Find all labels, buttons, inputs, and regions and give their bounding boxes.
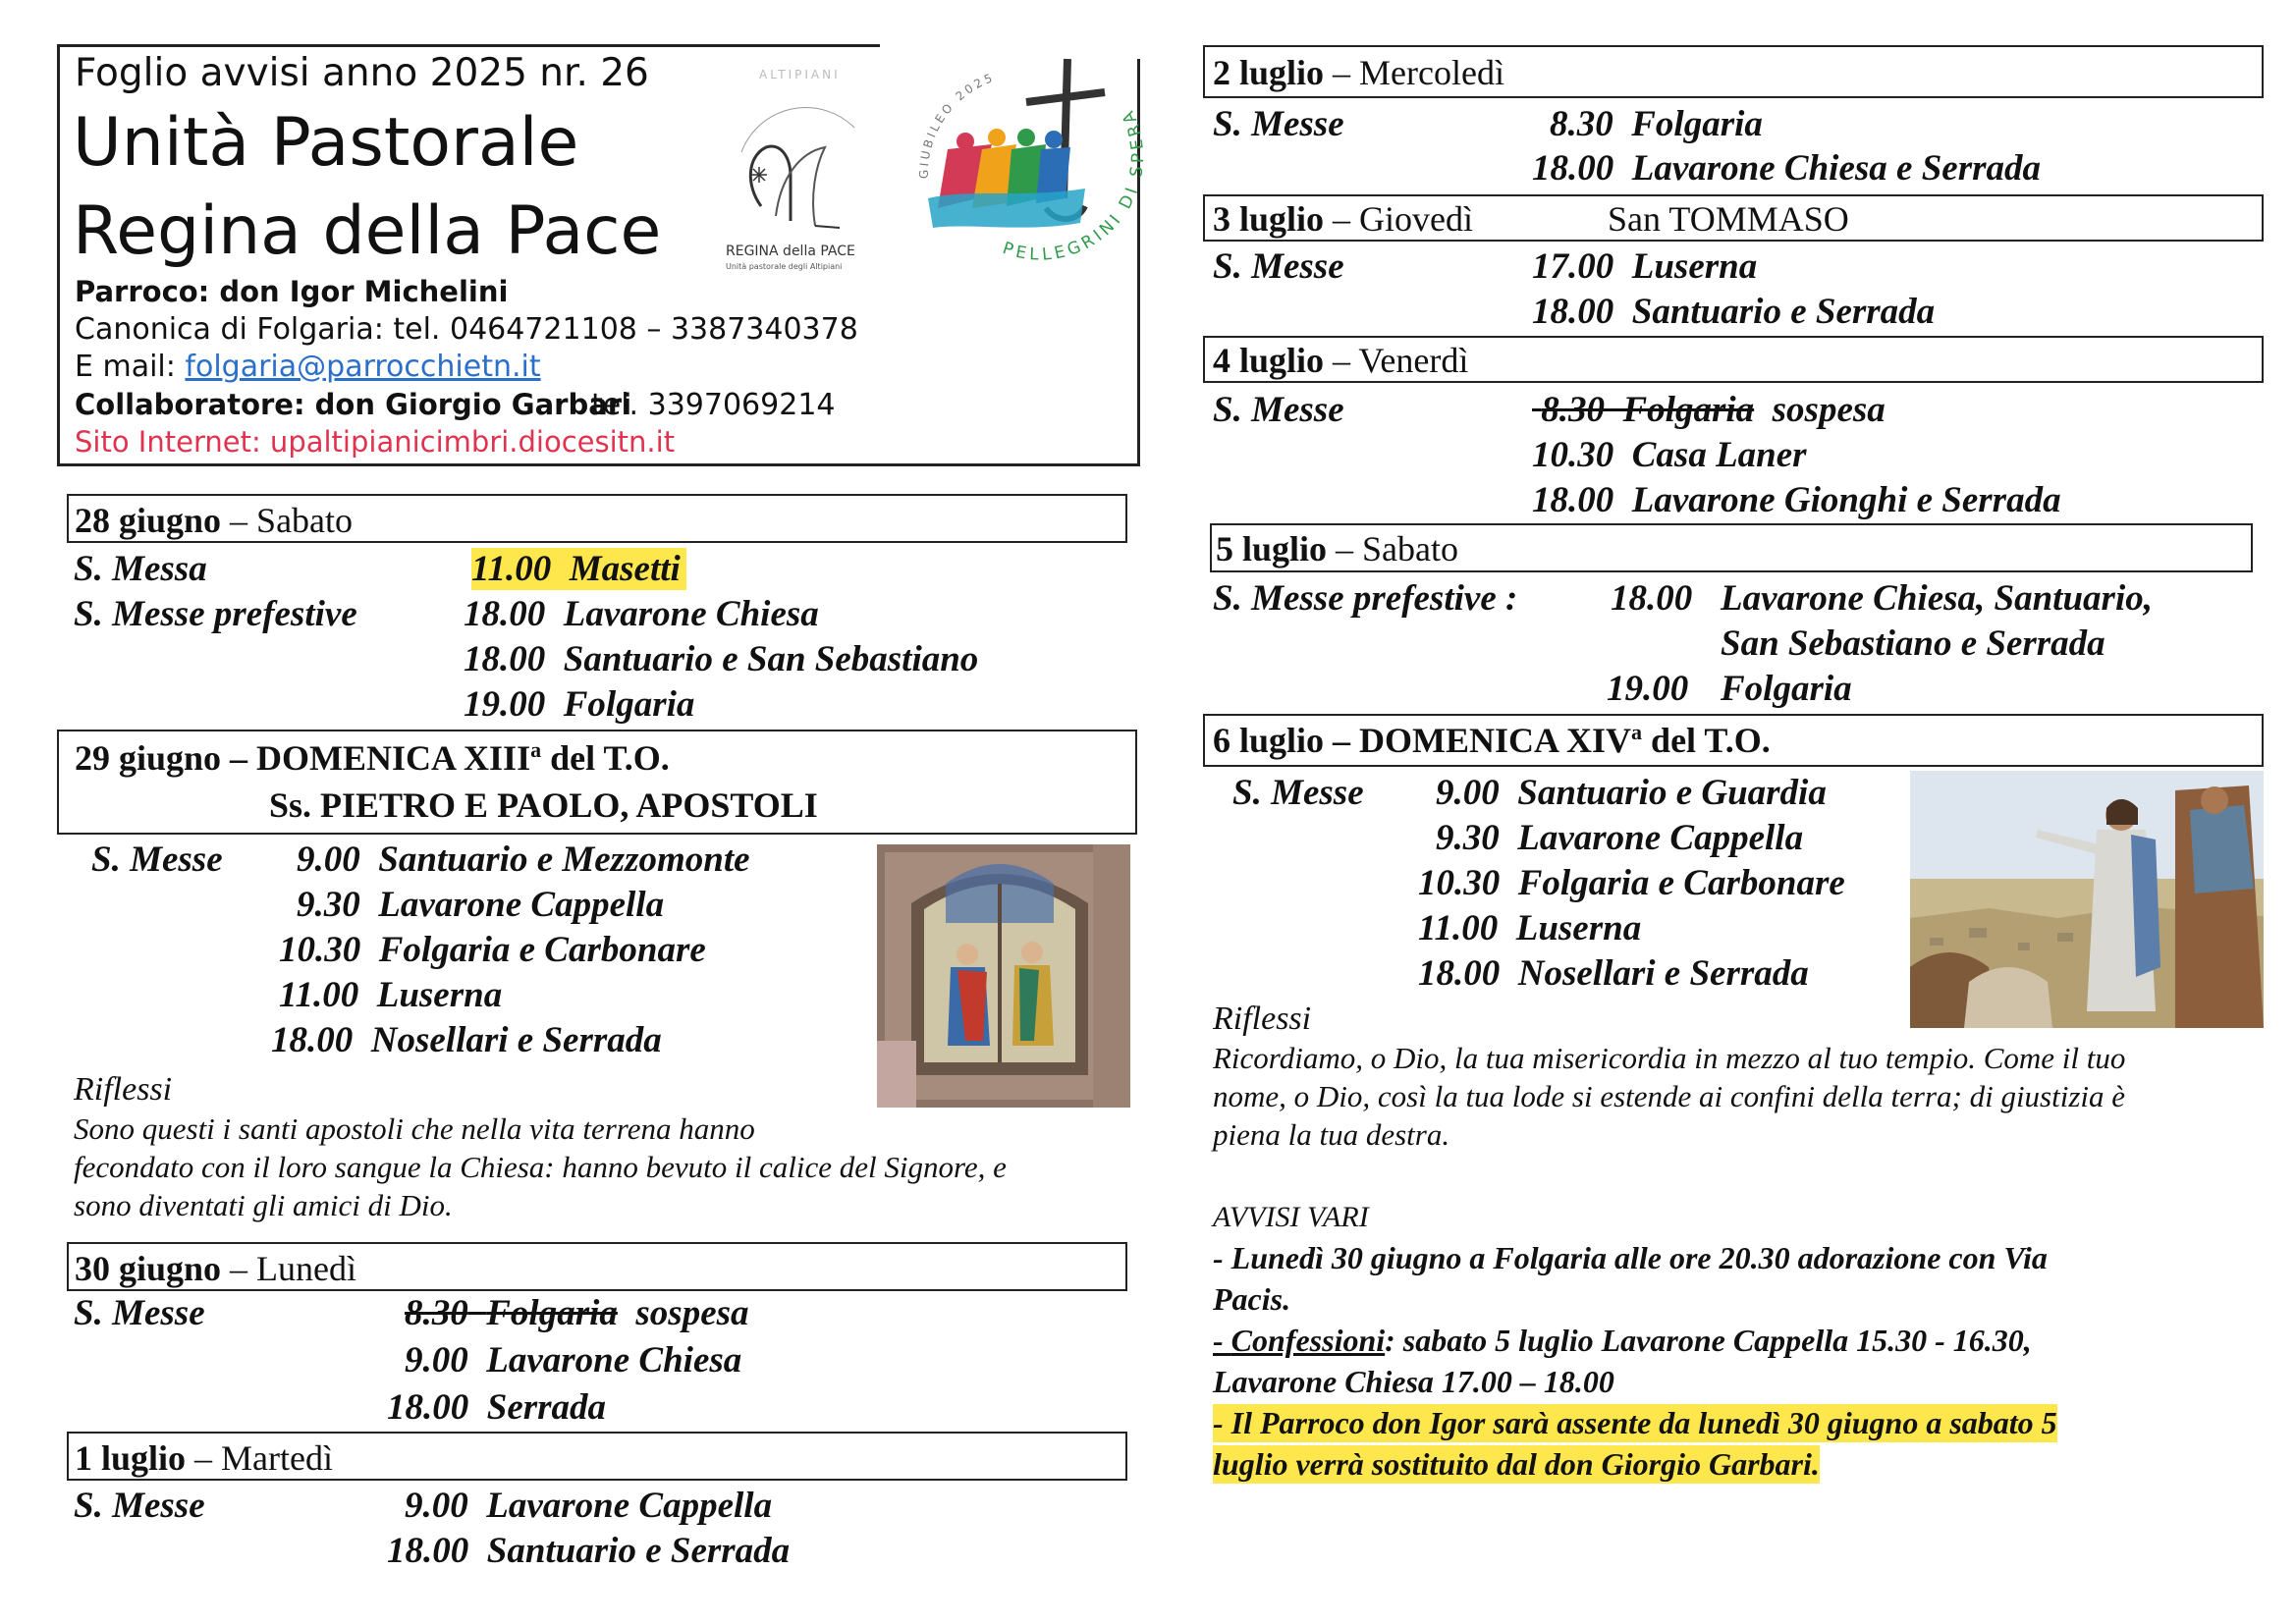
apostles-painting-image	[877, 844, 1130, 1108]
place: Luserna	[1515, 908, 1642, 948]
place: Folgaria e Carbonare	[1517, 863, 1845, 903]
mass-1-row-1	[405, 1485, 772, 1527]
time: 10.30	[1532, 435, 1614, 475]
riflessi-title-29: Riflessi	[74, 1071, 173, 1108]
mass-3-row-1	[1532, 245, 1757, 288]
foglio-number: Foglio avvisi anno 2025 nr. 26	[75, 51, 649, 95]
time: 18.00	[1532, 148, 1614, 189]
mass-5-place-1b: San Sebastiano e Serrada	[1721, 623, 2105, 664]
day-title-6-luglio	[1213, 720, 1771, 761]
avviso-1-line-1: - Lunedì 30 giugno a Folgaria alle ore 20.30 adorazione con Via	[1213, 1240, 2048, 1275]
time: 18.00	[271, 1020, 354, 1060]
place: Lavarone Cappella	[378, 885, 665, 925]
mass-6-row-1	[1436, 772, 1827, 814]
label-s-messe-29: S. Messe	[91, 839, 223, 880]
time: 9.00	[405, 1340, 468, 1380]
mass-2-row-2	[1532, 147, 2041, 189]
label-s-messe-30: S. Messe	[74, 1293, 205, 1333]
collaboratore-phone: tel. 3397069214	[591, 388, 836, 422]
regina-logo-sub: Unità pastorale degli Altipiani	[726, 262, 843, 271]
place: Serrada	[486, 1387, 607, 1428]
time: 11.00	[1418, 908, 1499, 948]
date-29-giugno: 29 giugno – DOMENICA XIII	[75, 738, 531, 778]
giubileo-arc-text: GIUBILEO 2025	[916, 70, 998, 180]
place: Santuario e Serrada	[486, 1531, 791, 1571]
ordinal-sup: a	[1631, 720, 1643, 744]
riflessi-title-6: Riflessi	[1213, 1001, 1312, 1037]
time: 19.00	[464, 684, 546, 725]
jesus-preaching-icon	[1910, 771, 2264, 1028]
day-title-29-giugno	[75, 737, 670, 779]
mass-4-row-1-cancelled	[1532, 389, 1886, 431]
email-line	[75, 350, 541, 384]
time: 8.30	[405, 1293, 468, 1333]
time: 18.00	[387, 1531, 469, 1571]
place: Nosellari e Serrada	[1517, 953, 1809, 994]
time: 9.30	[1436, 818, 1500, 858]
mass-6-row-5	[1418, 952, 1809, 995]
giubileo-motto: PELLEGRINI DI SPERA	[1000, 104, 1149, 265]
riflessi-6-line-3: piena la tua destra.	[1213, 1117, 1450, 1152]
mass-5-time-2: 19.00	[1607, 669, 1689, 709]
label-s-messe-4: S. Messe	[1213, 390, 1344, 430]
label-s-messe-6: S. Messe	[1232, 773, 1364, 813]
place: Folgaria e Carbonare	[378, 930, 706, 970]
time: 8.30	[1541, 390, 1605, 430]
time: 18.00	[1532, 480, 1614, 520]
mass-28-row-3	[464, 638, 978, 680]
date-30-giugno: 30 giugno	[75, 1249, 222, 1288]
time: 10.30	[1418, 863, 1501, 903]
mass-29-row-2	[297, 884, 664, 926]
riflessi-29-line-1: Sono questi i santi apostoli che nella vita terrena hanno	[74, 1111, 755, 1146]
giubileo-2025-logo	[908, 51, 1159, 297]
riflessi-6-line-2: nome, o Dio, così la tua lode si estende ai confini della terra; di giustizia è	[1213, 1079, 2126, 1113]
cancelled-mass	[405, 1293, 618, 1333]
avviso-3-line-2: luglio verrà sostituito dal don Giorgio Garbari.	[1213, 1446, 1820, 1482]
mass-3-row-2	[1532, 291, 1935, 333]
weekday-1-luglio: – Martedì	[186, 1438, 333, 1478]
jesus-preaching-image	[1910, 771, 2264, 1028]
avviso-3-line-1: - Il Parroco don Igor sarà assente da lunedì 30 giugno a sabato 5	[1213, 1405, 2057, 1440]
mass-30-row-3	[387, 1386, 606, 1429]
header-top-rule	[57, 44, 880, 47]
place: Folgaria	[1631, 104, 1763, 144]
day-title-5-luglio	[1216, 528, 1458, 569]
time: 17.00	[1532, 246, 1614, 287]
day-title-4-luglio	[1213, 340, 1468, 381]
saint-3-luglio: San TOMMASO	[1608, 199, 1849, 239]
sito-internet[interactable]: Sito Internet: upaltipianicimbri.diocesitn.it	[75, 425, 676, 459]
place: Nosellari e Serrada	[370, 1020, 662, 1060]
page-subtitle: Regina della Pace	[73, 192, 662, 270]
label-s-messe-3: S. Messe	[1213, 246, 1344, 287]
mass-6-row-2	[1436, 817, 1803, 859]
confessioni-label	[1213, 1323, 1385, 1358]
dash: -	[1213, 1323, 1231, 1358]
regina-della-pace-logo	[722, 59, 879, 275]
place: Santuario e Guardia	[1517, 773, 1827, 813]
date-28-giugno: 28 giugno	[75, 501, 222, 540]
collaboratore: Collaboratore: don Giorgio Garbari	[75, 388, 632, 421]
avviso-1-line-2: Pacis.	[1213, 1281, 1291, 1317]
weekday-30-giugno: – Lunedì	[221, 1249, 357, 1288]
label-s-messe-1: S. Messe	[74, 1486, 205, 1526]
riflessi-29-line-3: sono diventati gli amici di Dio.	[74, 1188, 453, 1222]
day-title-30-giugno	[75, 1248, 356, 1289]
mass-2-row-1	[1550, 103, 1763, 145]
mass-30-row-2	[405, 1339, 741, 1381]
place: Folgaria	[1622, 390, 1755, 430]
date-4-luglio: 4 luglio	[1213, 341, 1325, 380]
date-5-luglio: 5 luglio	[1216, 529, 1328, 568]
canonica-phone: Canonica di Folgaria: tel. 0464721108 – 3387340378	[75, 312, 858, 347]
mass-4-row-2	[1532, 434, 1807, 476]
liturgical-time: del T.O.	[541, 738, 670, 778]
avviso-2-line-2: Lavarone Chiesa 17.00 – 18.00	[1213, 1364, 1614, 1399]
riflessi-6-line-1: Ricordiamo, o Dio, la tua misericordia in mezzo al tuo tempio. Come il tuo	[1213, 1041, 2126, 1075]
label-s-messe-2: S. Messe	[1213, 104, 1344, 144]
time: 9.00	[297, 839, 360, 880]
day-title-2-luglio	[1213, 52, 1504, 93]
date-1-luglio: 1 luglio	[75, 1438, 187, 1478]
label: Confessioni	[1230, 1323, 1386, 1358]
weekday-2-luglio: – Mercoledì	[1324, 53, 1504, 92]
day-title-1-luglio	[75, 1437, 333, 1479]
label-prefestive-28: S. Messe prefestive	[74, 594, 357, 634]
email-link[interactable]: folgaria@parrocchietn.it	[185, 350, 541, 384]
date-2-luglio: 2 luglio	[1213, 53, 1325, 92]
place: Santuario e Mezzomonte	[378, 839, 750, 880]
liturgical-time: del T.O.	[1642, 721, 1771, 760]
label-s-messa-28: S. Messa	[74, 549, 207, 589]
header-left-rule	[57, 44, 60, 466]
place: Lavarone Gionghi e Serrada	[1631, 480, 2061, 520]
place: Lavarone Cappella	[1517, 818, 1804, 858]
place: Casa Laner	[1631, 435, 1807, 475]
place: Folgaria	[563, 684, 695, 725]
confessioni-text: : sabato 5 luglio Lavarone Cappella 15.30 - 16.30,	[1385, 1323, 2032, 1358]
avvisi-title: AVVISI VARI	[1213, 1201, 1369, 1233]
place: Santuario e San Sebastiano	[563, 639, 979, 679]
place: Santuario e Serrada	[1631, 292, 1936, 332]
time: 18.00	[1532, 292, 1614, 332]
place: Luserna	[1631, 246, 1758, 287]
avviso-2-line-1	[1213, 1322, 2032, 1360]
mass-1-row-2	[387, 1530, 790, 1572]
apostles-painting-icon	[877, 844, 1130, 1108]
regina-logo-name: REGINA della PACE	[726, 244, 855, 259]
mass-28-row-2	[464, 593, 819, 635]
parroco: Parroco: don Igor Michelini	[75, 275, 509, 308]
weekday-4-luglio: – Venerdì	[1324, 341, 1469, 380]
time: 9.00	[1436, 773, 1500, 813]
date-6-luglio: 6 luglio – DOMENICA XIV	[1213, 721, 1632, 760]
time: 8.30	[1550, 104, 1613, 144]
email-label: E mail:	[75, 350, 186, 384]
label-prefestive-5: S. Messe prefestive :	[1213, 578, 1518, 619]
mass-30-row-1-cancelled	[405, 1292, 749, 1334]
time: 11.00	[279, 975, 359, 1015]
cancelled-mass	[1532, 390, 1754, 430]
mass-29-row-1	[297, 839, 750, 881]
mass-29-row-3	[279, 929, 706, 971]
riflessi-29-line-2: fecondato con il loro sangue la Chiesa: hanno bevuto il calice del Signore, e	[74, 1150, 1007, 1184]
place: Lavarone Chiesa	[563, 594, 819, 634]
time: 18.00	[1418, 953, 1501, 994]
day-title-3-luglio	[1213, 198, 1473, 240]
mass-5-place-2: Folgaria	[1721, 669, 1852, 709]
day-title-28-giugno	[75, 500, 353, 541]
place: Lavarone Chiesa e Serrada	[1631, 148, 2041, 189]
time: 18.00	[464, 594, 546, 634]
mass-6-row-3	[1418, 862, 1845, 904]
mass-5-time-1: 18.00	[1611, 578, 1693, 619]
mass-28-row-4	[464, 683, 694, 726]
giubileo-logo-icon	[908, 51, 1159, 297]
weekday-3-luglio: – Giovedì	[1324, 199, 1474, 239]
time: 18.00	[387, 1387, 469, 1428]
place: Masetti	[569, 549, 681, 589]
place: Lavarone Cappella	[486, 1486, 773, 1526]
mass-29-row-5	[271, 1019, 662, 1061]
status-note: sospesa	[1772, 390, 1886, 430]
time: 10.30	[279, 930, 361, 970]
mass-4-row-3	[1532, 479, 2061, 521]
feast-name-29: Ss. PIETRO E PAOLO, APOSTOLI	[269, 785, 818, 825]
place: Folgaria	[486, 1293, 618, 1333]
header-bottom-rule	[57, 463, 1140, 466]
mass-28-row-1	[471, 548, 686, 590]
page-title: Unità Pastorale	[73, 104, 579, 182]
place: Lavarone Chiesa	[486, 1340, 742, 1380]
regina-logo-icon	[722, 59, 879, 275]
time: 11.00	[471, 549, 552, 589]
time: 18.00	[464, 639, 546, 679]
date-3-luglio: 3 luglio	[1213, 199, 1325, 239]
mass-29-row-4	[279, 974, 502, 1016]
place: Luserna	[376, 975, 503, 1015]
weekday-5-luglio: – Sabato	[1327, 529, 1459, 568]
weekday-28-giugno: – Sabato	[221, 501, 354, 540]
ordinal-sup: a	[530, 737, 542, 762]
mass-6-row-4	[1418, 907, 1641, 949]
regina-logo-arc: ALTIPIANI	[759, 68, 841, 81]
time: 9.00	[405, 1486, 468, 1526]
mass-5-place-1a: Lavarone Chiesa, Santuario,	[1721, 578, 2153, 619]
status-note: sospesa	[635, 1293, 749, 1333]
time: 9.30	[297, 885, 360, 925]
